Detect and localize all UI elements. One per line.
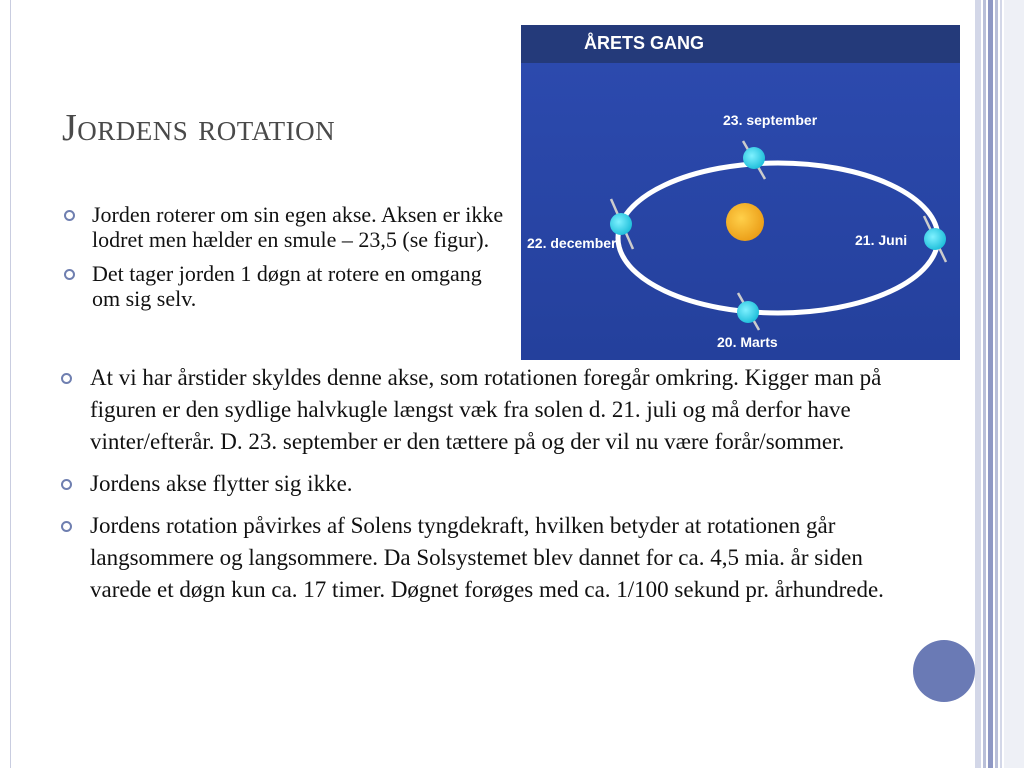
left-border-line	[10, 0, 11, 768]
bullet-circle-icon	[61, 479, 72, 490]
bullet-list-bottom	[61, 362, 921, 616]
seasons-orbit-figure	[521, 25, 960, 360]
bullet-text: Jordens akse flytter sig ikke.	[90, 471, 353, 496]
decorative-circle	[913, 640, 975, 702]
label-december: 22. december	[527, 235, 617, 251]
sun-icon	[726, 203, 764, 241]
bullet-item	[64, 202, 514, 252]
right-border-stripe	[1004, 0, 1024, 768]
bullet-item	[61, 362, 921, 458]
bullet-item	[64, 261, 514, 311]
earth-icon-june	[924, 228, 946, 250]
figure-heading: ÅRETS GANG	[584, 33, 705, 53]
earth-icon-march	[737, 301, 759, 323]
label-september: 23. september	[723, 112, 818, 128]
label-march: 20. Marts	[717, 334, 778, 350]
bullet-circle-icon	[64, 210, 75, 221]
slide-title: Jordens rotation	[62, 107, 336, 149]
bullet-item	[61, 468, 921, 500]
right-border-stripe	[983, 0, 986, 768]
bullet-circle-icon	[61, 521, 72, 532]
bullet-list-top	[64, 202, 514, 320]
bullet-text: Jorden roterer om sin egen akse. Aksen er ikke lodret men hælder en smule – 23,5 (se figur).	[92, 202, 504, 252]
right-border-stripe	[988, 0, 993, 768]
bullet-text: Det tager jorden 1 døgn at rotere en omgang om sig selv.	[92, 261, 482, 311]
earth-icon-september	[743, 147, 765, 169]
bullet-text: At vi har årstider skyldes denne akse, som rotationen foregår omkring. Kigger man på figuren er den sydlige halvkugle længst væk fra solen d. 21. juli og må derfor have vinter/efterår. D. 23. september er den tættere på og der vil nu være forår/sommer.	[90, 365, 882, 454]
bullet-text: Jordens rotation påvirkes af Solens tyngdekraft, hvilken betyder at rotationen går langsommere og langsommere. Da Solsystemet blev dannet for ca. 4,5 mia. år siden varede et døgn kun ca. 17 timer. Døgnet forøges med ca. 1/100 sekund pr. århundrede.	[90, 513, 884, 602]
right-border-stripe	[995, 0, 998, 768]
label-june: 21. Juni	[855, 232, 908, 248]
bullet-circle-icon	[61, 373, 72, 384]
right-border-stripe	[1000, 0, 1002, 768]
earth-icon-december	[610, 213, 632, 235]
bullet-item	[61, 510, 921, 606]
bullet-circle-icon	[64, 269, 75, 280]
right-border-stripe	[975, 0, 981, 768]
